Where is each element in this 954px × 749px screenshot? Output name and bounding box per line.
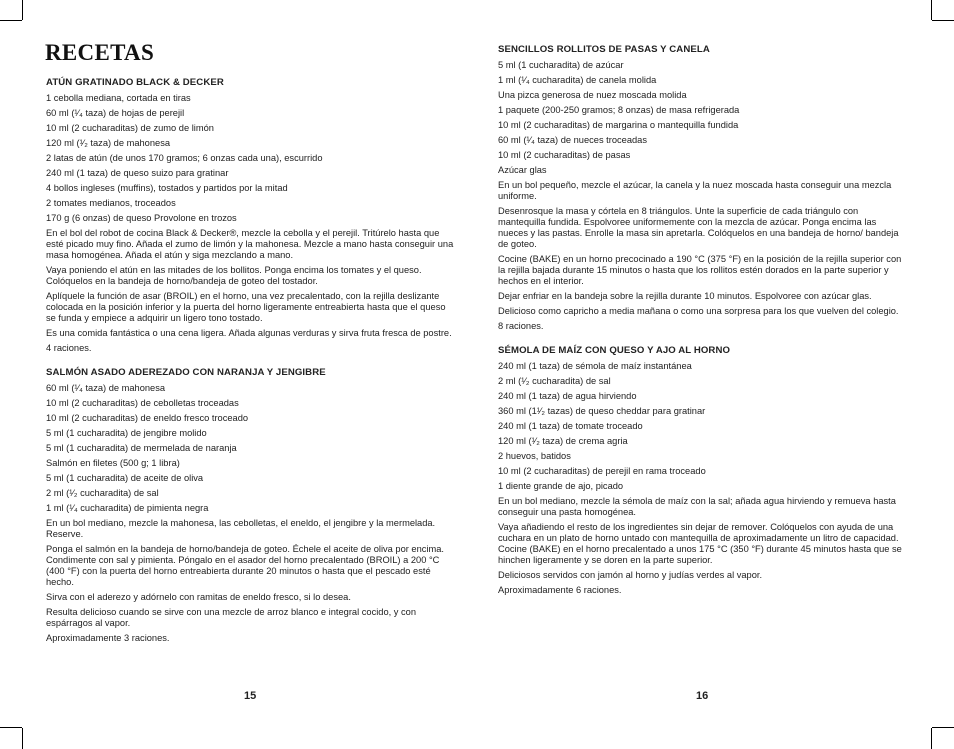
- recipe-semola-maiz: [498, 345, 908, 596]
- instruction-paragraph: Delicioso como capricho a media mañana o como una sorpresa para los que vuelven del colegio.: [498, 306, 899, 316]
- ingredient-line: 60 ml (¹⁄₄ taza) de hojas de perejil: [46, 108, 185, 118]
- crop-mark: [0, 20, 22, 21]
- ingredient-line: 10 ml (2 cucharaditas) de pasas: [498, 150, 631, 160]
- instruction-paragraph: Vaya añadiendo el resto de los ingredientes sin dejar de remover. Colóquelos con ayuda de una cuchara en un plato de horno untado con mantequilla de aproximadamente un litro de capacidad. Cocine (BAKE) en el horno precalentado a unos 175 °C (350 °F) durante 45 minutos hasta que se hinchen ligeramente y se doren en la parte superior.: [498, 522, 902, 565]
- right-column: [498, 44, 908, 600]
- ingredient-line: 240 ml (1 taza) de sémola de maíz instantánea: [498, 361, 692, 371]
- ingredient-line: 60 ml (¹⁄₄ taza) de nueces troceadas: [498, 135, 648, 145]
- instruction-paragraph: En un bol pequeño, mezcle el azúcar, la canela y la nuez moscada hasta conseguir una mezcla uniforme.: [498, 180, 892, 201]
- recipe-heading: SENCILLOS ROLLITOS DE PASAS Y CANELA: [498, 44, 710, 55]
- recipe-heading: SÉMOLA DE MAÍZ CON QUESO Y AJO AL HORNO: [498, 345, 731, 356]
- ingredient-line: 5 ml (1 cucharadita) de aceite de oliva: [46, 473, 204, 483]
- ingredient-line: 120 ml (¹⁄₂ taza) de crema agria: [498, 436, 628, 446]
- ingredient-line: 2 ml (¹⁄₂ cucharadita) de sal: [498, 376, 611, 386]
- ingredient-line: 5 ml (1 cucharadita) de jengibre molido: [46, 428, 207, 438]
- instruction-paragraph: Desenrosque la masa y córtela en 8 triángulos. Unte la superficie de cada triángulo con mantequilla fundida. Espolvoree uniformemente con la mezcla de azúcar. Ponga encima las nueces y las pastas. Enrolle la masa sin apretarla. Colóquelos en una bandeja de horno/ bandeja de goteo.: [498, 206, 899, 249]
- crop-mark: [932, 20, 954, 21]
- recipe-rollitos-pasas-canela: [498, 44, 908, 332]
- recipe-atun-gratinado: [46, 77, 454, 354]
- instruction-paragraph: Deliciosos servidos con jamón al horno y judías verdes al vapor.: [498, 570, 763, 580]
- page-title: RECETAS: [45, 40, 155, 65]
- ingredient-line: 10 ml (2 cucharaditas) de eneldo fresco troceado: [46, 413, 249, 423]
- ingredient-line: 170 g (6 onzas) de queso Provolone en trozos: [46, 213, 237, 223]
- instruction-paragraph: En un bol mediano, mezcle la sémola de maíz con la sal; añada agua hirviendo y remueva hasta conseguir una pasta homogénea.: [498, 496, 896, 517]
- ingredient-line: 10 ml (2 cucharaditas) de zumo de limón: [46, 123, 214, 133]
- ingredient-line: 120 ml (¹⁄₂ taza) de mahonesa: [46, 138, 171, 148]
- left-column: [46, 77, 454, 648]
- page-number-left: 15: [244, 690, 257, 702]
- ingredient-line: 2 huevos, batidos: [498, 451, 571, 461]
- servings: 4 raciones.: [46, 343, 92, 353]
- instruction-paragraph: Cocine (BAKE) en un horno precocinado a 190 °C (375 °F) en la posición de la rejilla superior con la rejilla bajada durante 15 minutos o hasta que los rollitos estén dorados en la parte superior y hechos en el interior.: [498, 254, 902, 286]
- instruction-paragraph: Dejar enfriar en la bandeja sobre la rejilla durante 10 minutos. Espolvoree con azúcar glas.: [498, 291, 872, 301]
- ingredient-line: 240 ml (1 taza) de agua hirviendo: [498, 391, 637, 401]
- ingredient-line: 2 ml (¹⁄₂ cucharadita) de sal: [46, 488, 159, 498]
- ingredient-line: Una pizca generosa de nuez moscada molida: [498, 90, 687, 100]
- crop-mark: [931, 728, 932, 749]
- ingredient-line: 10 ml (2 cucharaditas) de margarina o mantequilla fundida: [498, 120, 739, 130]
- servings: 8 raciones.: [498, 321, 544, 331]
- ingredient-line: 5 ml (1 cucharadita) de mermelada de naranja: [46, 443, 237, 453]
- instruction-paragraph: Vaya poniendo el atún en las mitades de los bollitos. Ponga encima los tomates y el queso. Colóquelos en la bandeja de horno/bandeja de goteo del tostador.: [46, 265, 422, 286]
- crop-mark: [22, 728, 23, 749]
- page-number-right: 16: [696, 690, 709, 702]
- instruction-paragraph: Aplíquele la función de asar (BROIL) en el horno, una vez precalentado, con la rejilla deslizante colocada en la posición inferior y la puerta del horno ligeramente entreabierta hasta que el queso se funda y empiece a adquirir un ligero tono tostado.: [46, 291, 446, 323]
- ingredient-line: 2 tomates medianos, troceados: [46, 198, 176, 208]
- ingredient-line: 240 ml (1 taza) de tomate troceado: [498, 421, 643, 431]
- instruction-paragraph: Es una comida fantástica o una cena ligera. Añada algunas verduras y sirva fruta fresca de postre.: [46, 328, 452, 338]
- ingredient-line: 5 ml (1 cucharadita) de azúcar: [498, 60, 624, 70]
- instruction-paragraph: Resulta delicioso cuando se sirve con una mezcle de arroz blanco e integral cocido, y con espárragos al vapor.: [46, 607, 417, 628]
- ingredient-line: 1 ml (¹⁄₄ cucharadita) de canela molida: [498, 75, 657, 85]
- crop-mark: [22, 0, 23, 20]
- instruction-paragraph: Sirva con el aderezo y adórnelo con ramitas de eneldo fresco, si lo desea.: [46, 592, 351, 602]
- servings: Aproximadamente 6 raciones.: [498, 585, 622, 595]
- crop-mark: [0, 727, 22, 728]
- recipe-heading: SALMÓN ASADO ADEREZADO CON NARANJA Y JENGIBRE: [46, 367, 326, 378]
- ingredient-line: 1 ml (¹⁄₄ cucharadita) de pimienta negra: [46, 503, 209, 513]
- ingredient-line: 360 ml (1¹⁄₂ tazas) de queso cheddar para gratinar: [498, 406, 706, 416]
- instruction-paragraph: En el bol del robot de cocina Black & Decker®, mezcle la cebolla y el perejil. Tritúrelo hasta que esté picado muy fino. Añada el zumo de limón y la mahonesa. Mezcle a mano hasta conseguir una masa homogénea. Añada el atún y siga mezclando a mano.: [46, 228, 454, 260]
- ingredient-line: Azúcar glas: [498, 165, 547, 175]
- ingredient-line: Salmón en filetes (500 g; 1 libra): [46, 458, 180, 468]
- ingredient-line: 2 latas de atún (de unos 170 gramos; 6 onzas cada una), escurrido: [46, 153, 323, 163]
- crop-mark: [931, 0, 932, 20]
- ingredient-line: 1 paquete (200-250 gramos; 8 onzas) de masa refrigerada: [498, 105, 740, 115]
- instruction-paragraph: En un bol mediano, mezcle la mahonesa, las cebolletas, el eneldo, el jengibre y la mermelada. Reserve.: [46, 518, 436, 539]
- servings: Aproximadamente 3 raciones.: [46, 633, 170, 643]
- ingredient-line: 1 diente grande de ajo, picado: [498, 481, 624, 491]
- instruction-paragraph: Ponga el salmón en la bandeja de horno/bandeja de goteo. Échele el aceite de oliva por encima. Condimente con sal y pimienta. Póngalo en el asador del horno precalentado (BROIL) a 200 °C (400 °F) con la puerta del horno entreabierta durante 20 minutos o hasta que el pescado esté hecho.: [46, 544, 444, 587]
- ingredient-line: 60 ml (¹⁄₄ taza) de mahonesa: [46, 383, 166, 393]
- ingredient-line: 240 ml (1 taza) de queso suizo para gratinar: [46, 168, 229, 178]
- ingredient-line: 10 ml (2 cucharaditas) de perejil en rama troceado: [498, 466, 706, 476]
- ingredient-line: 4 bollos ingleses (muffins), tostados y partidos por la mitad: [46, 183, 288, 193]
- recipe-salmon-asado: [46, 367, 454, 644]
- crop-mark: [932, 727, 954, 728]
- ingredient-line: 1 cebolla mediana, cortada en tiras: [46, 93, 191, 103]
- ingredient-line: 10 ml (2 cucharaditas) de cebolletas troceadas: [46, 398, 239, 408]
- recipe-heading: ATÚN GRATINADO BLACK & DECKER: [46, 77, 224, 88]
